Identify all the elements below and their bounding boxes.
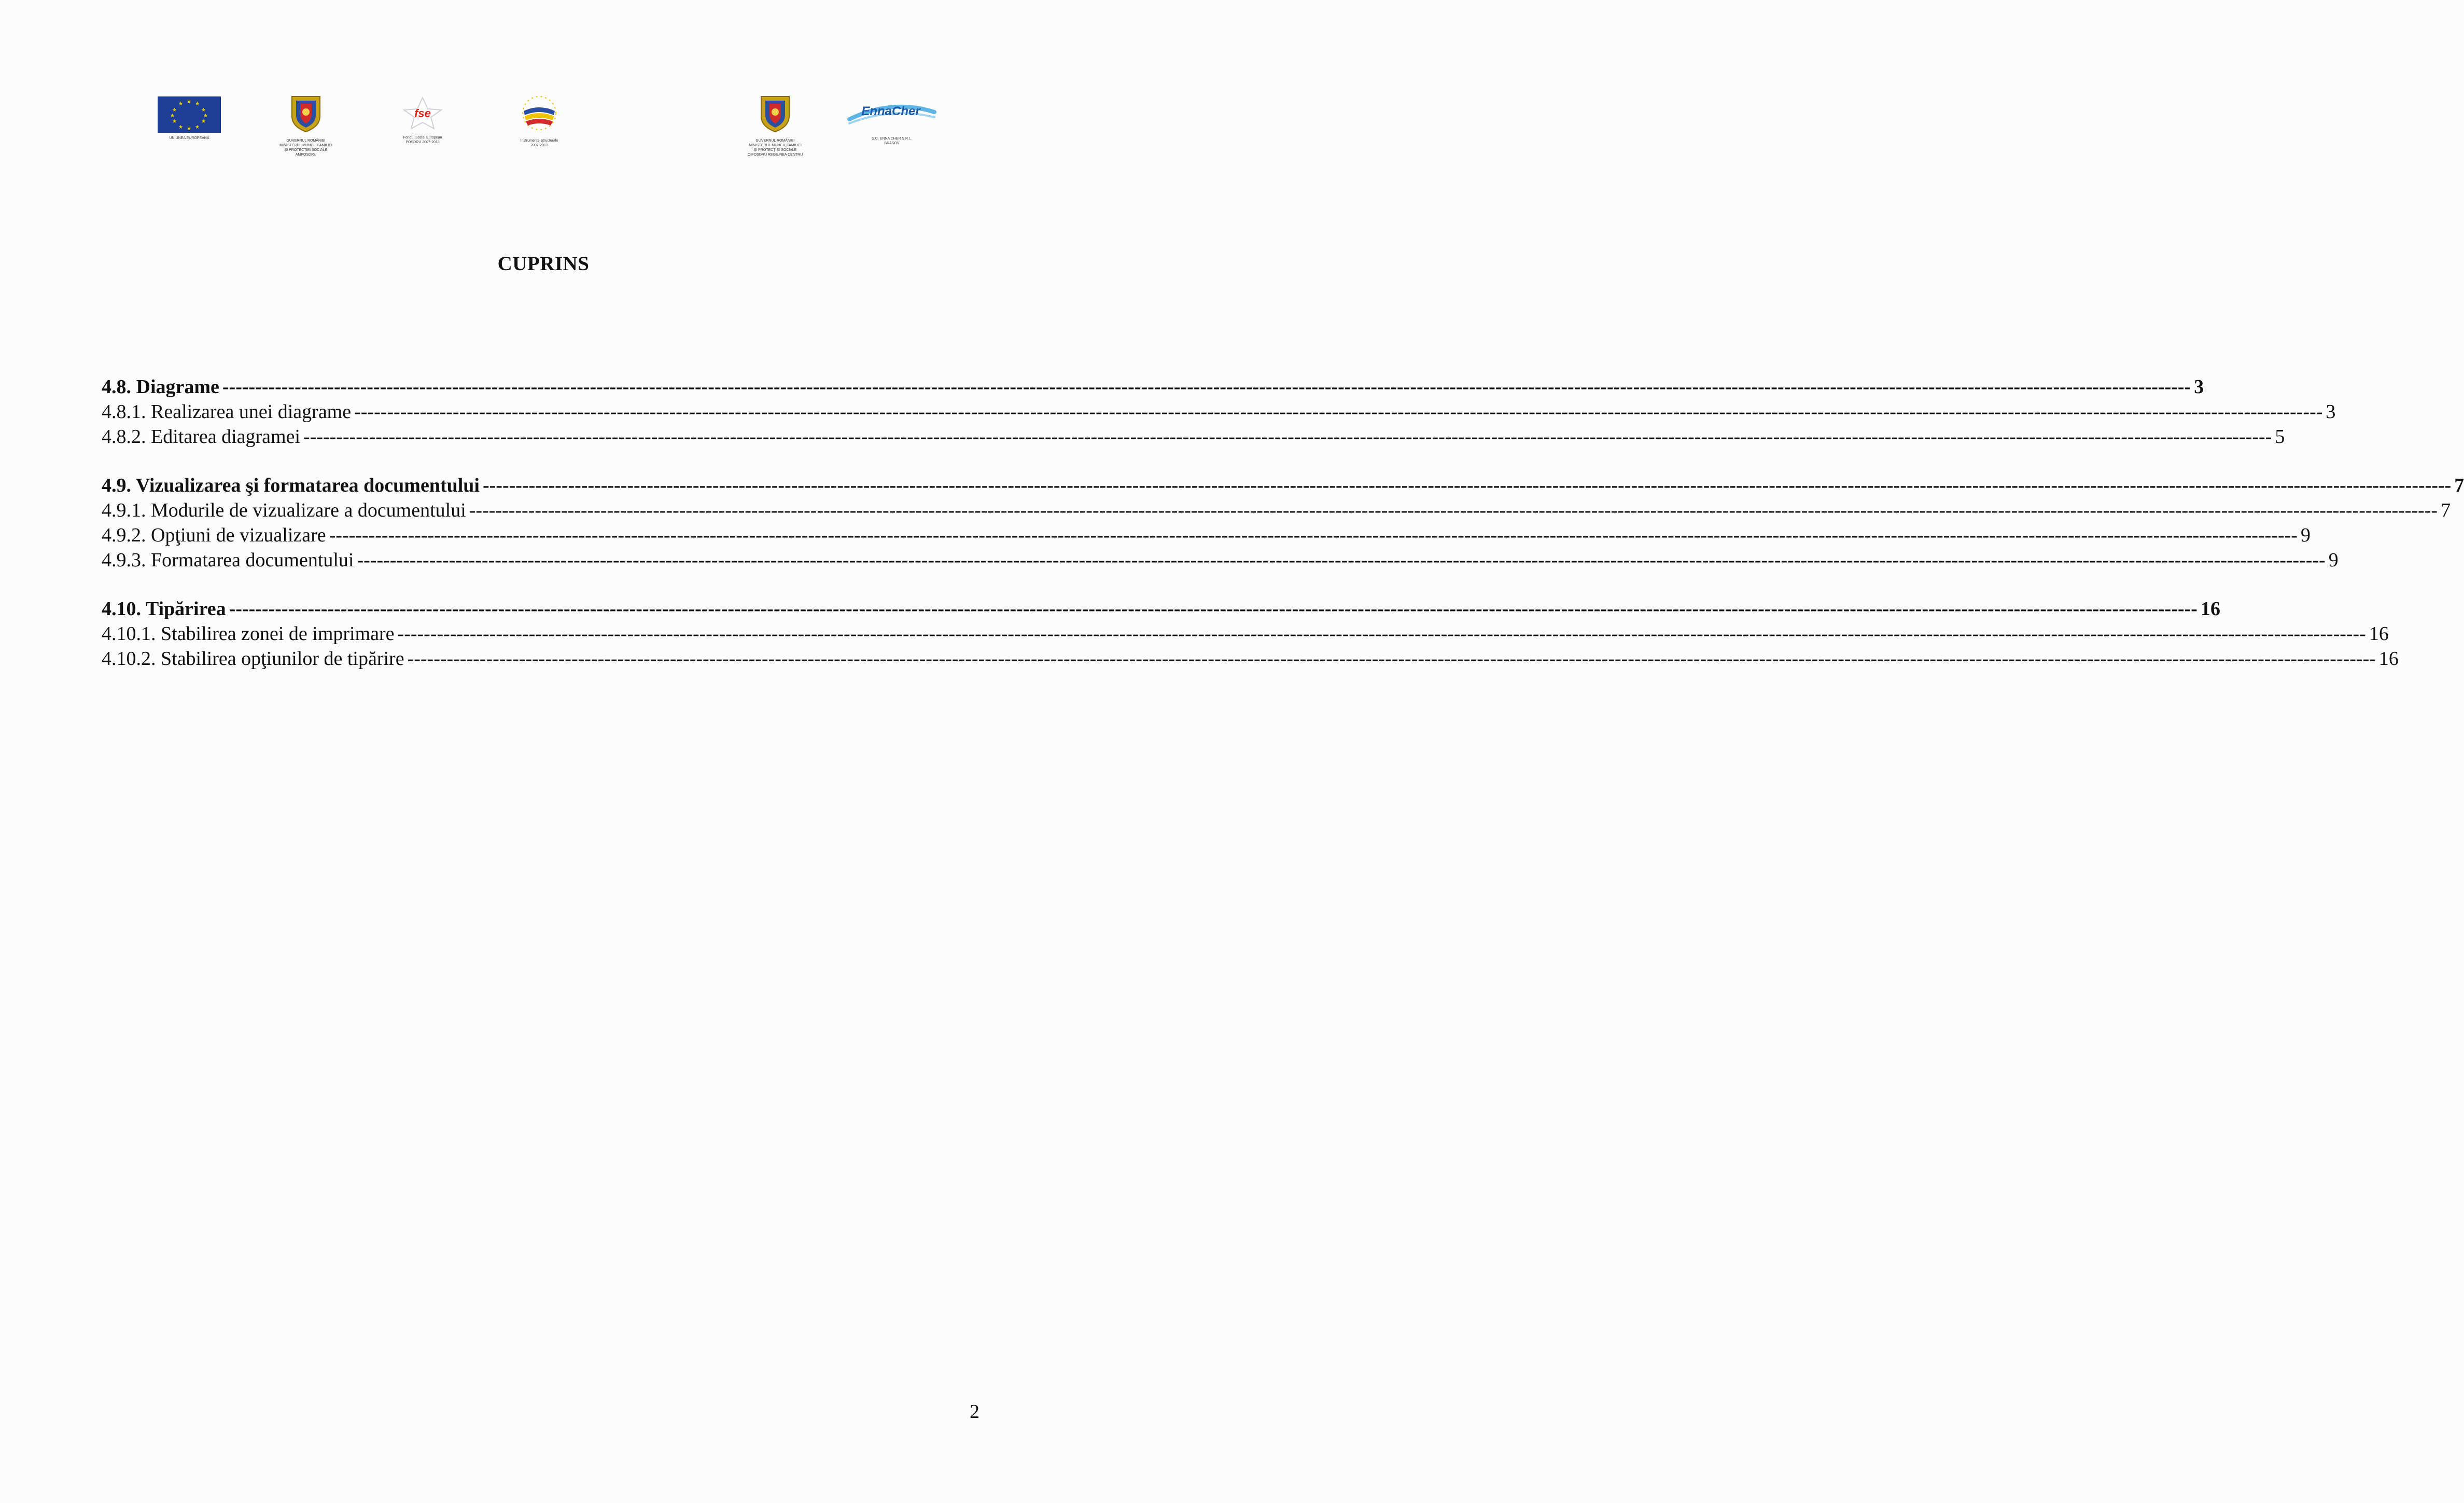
eu-logo xyxy=(150,96,228,141)
svg-text:fse: fse xyxy=(414,107,431,120)
toc-entry-page: 7 xyxy=(2454,475,2464,496)
toc-entry[interactable] xyxy=(102,622,2389,647)
toc-entry-text: 4.10.1. Stabilirea zonei de imprimare xyxy=(102,623,395,645)
toc-entry[interactable] xyxy=(102,549,2339,574)
toc-entry[interactable] xyxy=(102,375,2204,400)
toc-entry-text: 4.8. Diagrame xyxy=(102,376,219,398)
toc-leader: ------------------------------------------------------------------------------------------------------------------------------------------------------------------------------------------------------------------------------------------------------------------------------------------------------------ xyxy=(357,549,2326,571)
toc-leader: ------------------------------------------------------------------------------------------------------------------------------------------------------------------------------------------------------------------------------------------------------------------------------------------------------------ xyxy=(354,401,2323,423)
toc-entry-text: 4.9.3. Formatarea documentului xyxy=(102,549,354,571)
fse-logo xyxy=(381,96,464,145)
coat-of-arms-right-caption: GUVERNUL ROMÂNIEI MINISTERUL MUNCII, FAMILIEI ŞI PROTECŢIEI SOCIALE OIPOSDRU REGIUNEA CENTRU xyxy=(747,139,803,157)
toc-entry-page: 3 xyxy=(2194,376,2204,398)
toc-entry-text: 4.8.2. Editarea diagramei xyxy=(102,426,301,448)
toc-entry[interactable] xyxy=(102,647,2399,672)
coat-of-arms-logo-right xyxy=(723,93,827,157)
toc-leader: ------------------------------------------------------------------------------------------------------------------------------------------------------------------------------------------------------------------------------------------------------------------------------------------------------------ xyxy=(482,475,2452,496)
ennacher-wordmark-icon xyxy=(845,96,939,131)
toc-entry-page: 3 xyxy=(2326,401,2336,423)
toc-entry[interactable] xyxy=(102,474,2464,499)
structural-instruments-caption: Instrumente Structurale 2007-2013 xyxy=(520,139,558,147)
fse-logo-caption: Fondul Social European POSDRU 2007-2013 xyxy=(403,136,442,144)
toc-entry-page: 9 xyxy=(2300,524,2311,546)
page-number: 2 xyxy=(970,1401,979,1423)
eu-logo-caption: UNIUNEA EUROPEANĂ xyxy=(169,136,209,140)
toc-entry-page: 9 xyxy=(2328,549,2339,571)
toc-entry-page: 5 xyxy=(2275,426,2285,448)
toc-entry-page: 16 xyxy=(2200,598,2220,620)
toc-entry[interactable] xyxy=(102,499,2451,524)
toc-entry[interactable] xyxy=(102,425,2285,450)
coat-of-arms-icon xyxy=(288,93,324,133)
document-title: CUPRINS xyxy=(497,253,590,275)
toc-leader: ------------------------------------------------------------------------------------------------------------------------------------------------------------------------------------------------------------------------------------------------------------------------------------------------------------ xyxy=(303,426,2272,448)
toc-entry-text: 4.9.2. Opţiuni de vizualizare xyxy=(102,524,326,546)
toc-entry-text: 4.9. Vizualizarea şi formatarea documentului xyxy=(102,475,480,496)
coat-of-arms-logo-left xyxy=(259,93,353,157)
svg-text:EnnaCher: EnnaCher xyxy=(861,104,920,118)
coat-of-arms-left-caption: GUVERNUL ROMÂNIEI MINISTERUL MUNCII, FAMILIEI ŞI PROTECŢIEI SOCIALE AMPOSDRU xyxy=(279,139,332,157)
toc-leader: ------------------------------------------------------------------------------------------------------------------------------------------------------------------------------------------------------------------------------------------------------------------------------------------------------------ xyxy=(407,648,2376,670)
toc-leader: ------------------------------------------------------------------------------------------------------------------------------------------------------------------------------------------------------------------------------------------------------------------------------------------------------------ xyxy=(222,376,2191,398)
toc-leader: ------------------------------------------------------------------------------------------------------------------------------------------------------------------------------------------------------------------------------------------------------------------------------------------------------------ xyxy=(229,598,2197,620)
eu-flag-icon: ★ ★ ★ ★ ★ ★ ★ ★ ★ ★ ★ ★ xyxy=(158,96,221,133)
toc-leader: ------------------------------------------------------------------------------------------------------------------------------------------------------------------------------------------------------------------------------------------------------------------------------------------------------------ xyxy=(329,524,2298,546)
toc-entry-page: 7 xyxy=(2441,499,2451,521)
toc-entry-text: 4.10. Tipărirea xyxy=(102,598,226,620)
fse-star-icon xyxy=(401,96,444,130)
ennacher-logo xyxy=(843,96,941,146)
toc-entry-page: 16 xyxy=(2369,623,2389,645)
toc-entry[interactable] xyxy=(102,597,2220,622)
toc-entry-text: 4.8.1. Realizarea unei diagrame xyxy=(102,401,352,423)
toc-entry[interactable] xyxy=(102,400,2336,425)
ennacher-caption: S.C. ENNA CHER S.R.L. BRAŞOV xyxy=(872,137,912,145)
toc-leader: ------------------------------------------------------------------------------------------------------------------------------------------------------------------------------------------------------------------------------------------------------------------------------------------------------------ xyxy=(397,623,2366,645)
toc-entry-text: 4.9.1. Modurile de vizualizare a documentului xyxy=(102,499,466,521)
toc-entry-page: 16 xyxy=(2378,648,2399,670)
toc-leader: ------------------------------------------------------------------------------------------------------------------------------------------------------------------------------------------------------------------------------------------------------------------------------------------------------------ xyxy=(469,499,2438,521)
toc-entry[interactable] xyxy=(102,524,2311,549)
structural-instruments-logo xyxy=(498,93,581,148)
coat-of-arms-icon xyxy=(757,93,793,133)
structural-instruments-icon xyxy=(517,93,561,133)
header-logos xyxy=(0,0,1062,171)
toc-entry-text: 4.10.2. Stabilirea opţiunilor de tipărire xyxy=(102,648,404,670)
